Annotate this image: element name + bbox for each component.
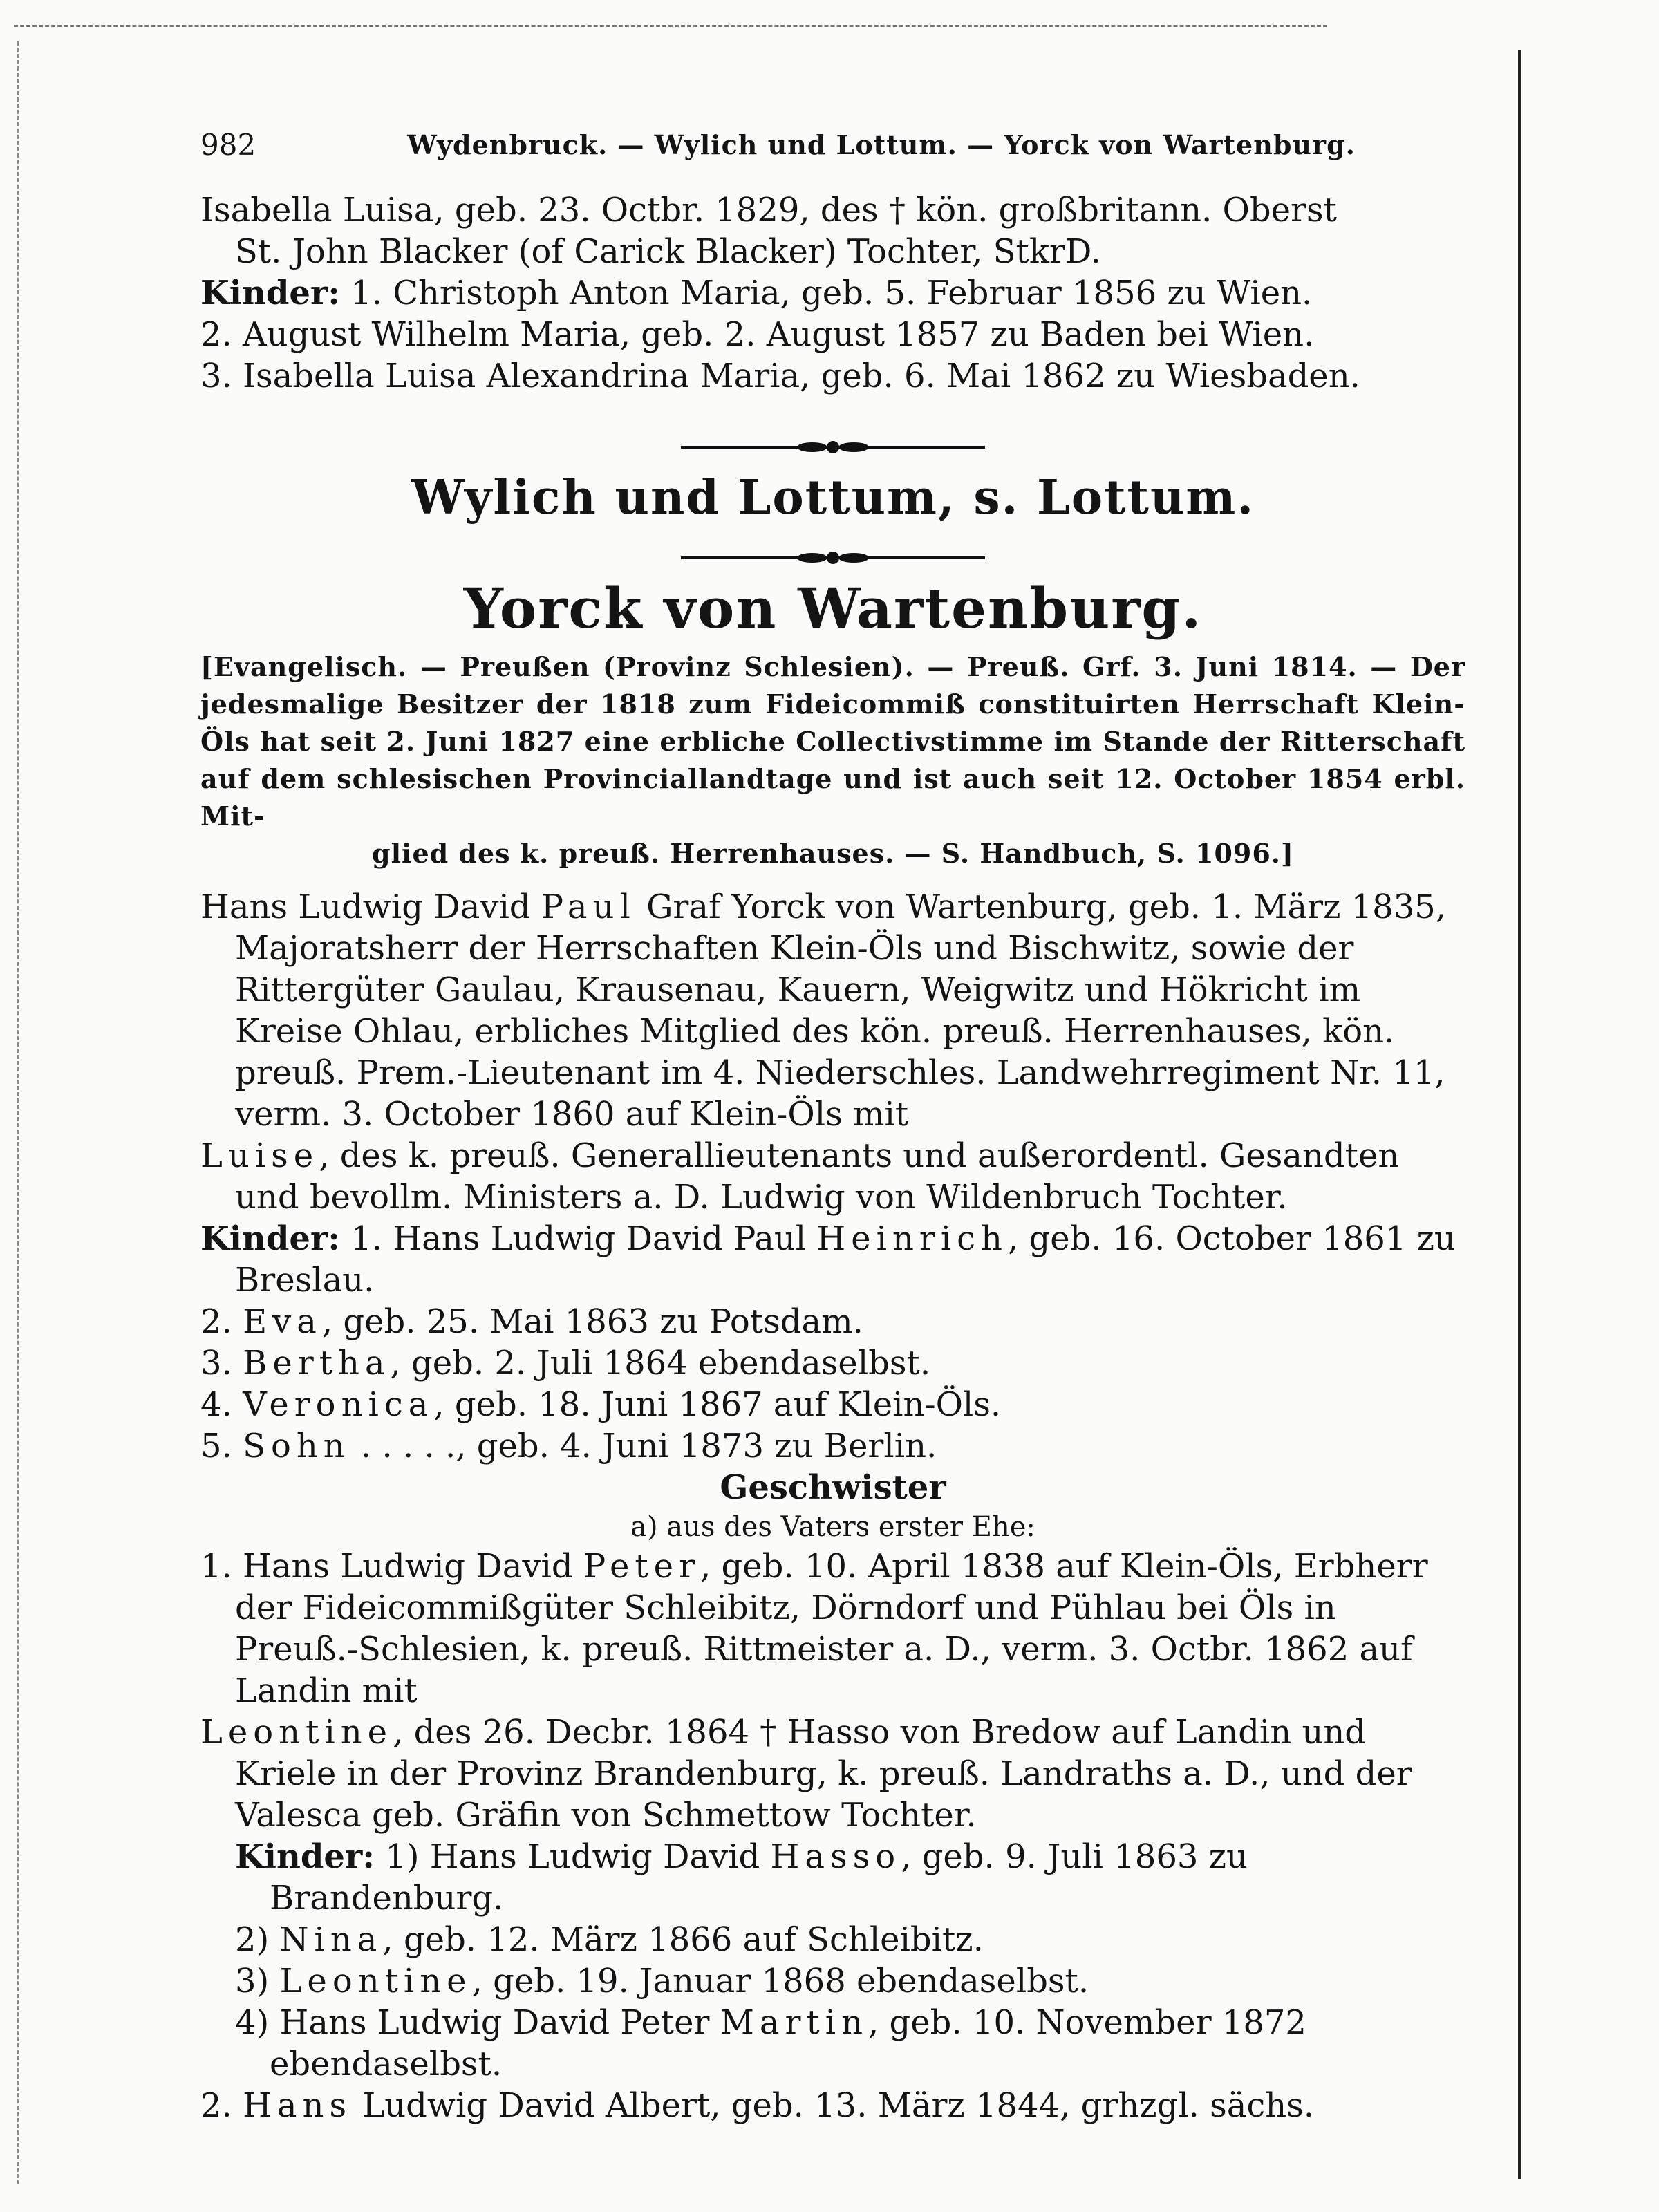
child-2-name: Eva	[243, 1302, 322, 1341]
spouse-text: , des k. preuß. Generallieutenants und außerordentl. Gesandten und bevollm. Ministers a. D. Ludwig von Wildenbruch Tochter.	[235, 1136, 1400, 1217]
sibling-2-name: Hans	[243, 2086, 353, 2125]
running-header	[200, 124, 1465, 166]
siblings-heading: Geschwister	[720, 1468, 946, 1507]
child-5: 5. Sohn . . . . ., geb. 4. Juni 1873 zu Berlin.	[200, 1427, 937, 1465]
prev-children	[200, 272, 1465, 314]
gutter-rule	[1518, 50, 1521, 2179]
sibling-1-entry: 1. Hans Ludwig David Peter, geb. 10. April 1838 auf Klein-Öls, Erbherr der Fideicommißgüter Schleibitz, Dörndorf und Pühlau bei Öls in Preuß.-Schlesien, k. preuß. Rittmeister a. D., verm. 3. Octbr. 1862 auf Landin mit	[200, 1547, 1428, 1710]
previous-entry	[200, 189, 1465, 397]
child-5-name: Sohn	[243, 1427, 350, 1465]
heading-yorck-von-wartenburg: Yorck von Wartenburg.	[463, 576, 1203, 641]
spouse-name: Luise	[200, 1136, 319, 1175]
nephew-2-name: Nina	[279, 1920, 383, 1959]
page-number: 982	[200, 128, 256, 162]
running-title: Wydenbruck. — Wylich und Lottum. — Yorck von Wartenburg.	[407, 129, 1356, 160]
intro-last-line: glied des k. preuß. Herrenhauses. — S. Handbuch, S. 1096.]	[372, 838, 1294, 869]
head-name-post: Graf Yorck von Wartenburg, geb. 1.	[635, 888, 1244, 926]
head-name-spaced: Paul	[541, 888, 636, 926]
children-label: Kinder:	[200, 1219, 340, 1258]
children-entry	[200, 1218, 1465, 1301]
intro-text: [Evangelisch. — Preußen (Provinz Schlesien). — Preuß. Grf. 3. Juni 1814. — Der jedesmalige Besitzer der 1818 zum Fideicommiß constituirten Herrschaft Klein-Öls hat seit 2. Juni 1827 eine erbliche Collectivstimme im Stande der Ritterschaft auf dem schlesischen Provinciallandtage und ist auch seit 12. October 1854 erbl. Mit-	[200, 651, 1465, 832]
section-ornament	[681, 549, 985, 567]
child-2: 2. Eva, geb. 25. Mai 1863 zu Potsdam.	[200, 1302, 863, 1341]
spouse-entry	[200, 1135, 1465, 1218]
nephew-4-name: Martin	[720, 2003, 869, 2042]
child-1-post: , geb. 16. October 1861 zu Breslau.	[235, 1219, 1456, 1300]
sibling-1-spouse-name: Leontine	[200, 1713, 393, 1752]
nephew-1-name: Hasso	[770, 1837, 901, 1876]
nephew-2: 2) Nina, geb. 12. März 1866 auf Schleibitz.	[235, 1920, 984, 1959]
nephew-3: 3) Leontine, geb. 19. Januar 1868 ebendaselbst.	[235, 1962, 1089, 2000]
nephew-3-name: Leontine	[279, 1962, 472, 2000]
prev-child-2: 2. August Wilhelm Maria, geb. 2. August 1857 zu Baden bei Wien.	[200, 315, 1315, 354]
nephew-4: 4) Hans Ludwig David Peter Martin, geb. 10. November 1872 ebendaselbst.	[235, 2003, 1306, 2083]
page-body	[200, 124, 1465, 2126]
prev-child-1: 1. Christoph Anton Maria, geb. 5. Februar 1856 zu Wien.	[350, 274, 1313, 312]
section-ornament	[681, 438, 985, 456]
head-name-pre: Hans Ludwig David	[200, 888, 541, 926]
child-3-name: Bertha	[243, 1344, 391, 1382]
sibling-1-name: Peter	[583, 1547, 701, 1586]
prev-line-2: St. John Blacker (of Carick Blacker) Tochter, StkrD.	[235, 232, 1101, 271]
head-text: März 1835, Majoratsherr der Herrschaften Klein-Öls und Bischwitz, sowie der Rittergüter Gaulau, Krausenau, Kauern, Weigwitz und Hökricht im Kreise Ohlau, erbliches Mitglied des kön. preuß. Herrenhauses, kön. preuß. Prem.-Lieutenant im 4. Niederschles. Landwehrregiment Nr. 11, verm. 3. October 1860 auf Klein-Öls mit	[235, 888, 1447, 1134]
family-introduction	[200, 648, 1465, 872]
child-4: 4. Veronica, geb. 18. Juni 1867 auf Klein-Öls.	[200, 1385, 1002, 1424]
top-edge-dashes	[14, 25, 1327, 27]
prev-children-label: Kinder:	[200, 274, 340, 312]
sibling-1-spouse: Leontine, des 26. Decbr. 1864 † Hasso von Bredow auf Landin und Kriele in der Provinz Brandenburg, k. preuß. Landraths a. D., und der Valesca geb. Gräfin von Schmettow Tochter.	[200, 1713, 1412, 1835]
child-1-pre: 1. Hans Ludwig David Paul	[339, 1219, 817, 1258]
child-1-spaced: Heinrich	[816, 1219, 1008, 1258]
siblings-subheading: a) aus des Vaters erster Ehe:	[630, 1511, 1035, 1543]
sibling-1-children-label: Kinder:	[235, 1837, 375, 1876]
child-4-name: Veronica	[243, 1385, 434, 1424]
head-of-house-entry	[200, 886, 1465, 1135]
child-3: 3. Bertha, geb. 2. Juli 1864 ebendaselbst.	[200, 1344, 931, 1382]
prev-child-3: 3. Isabella Luisa Alexandrina Maria, geb. 6. Mai 1862 zu Wiesbaden.	[200, 357, 1360, 395]
left-edge-dashes	[17, 41, 19, 2184]
prev-line-1: Isabella Luisa, geb. 23. Octbr. 1829, des † kön. großbritann. Oberst	[200, 191, 1337, 229]
sibling-1-children: Kinder: 1) Hans Ludwig David Hasso, geb. 9. Juli 1863 zu Brandenburg.	[235, 1837, 1248, 1918]
sibling-2-entry: 2. Hans Ludwig David Albert, geb. 13. März 1844, grhzgl. sächs.	[200, 2086, 1315, 2125]
heading-wylich-und-lottum: Wylich und Lottum, s. Lottum.	[411, 470, 1255, 525]
